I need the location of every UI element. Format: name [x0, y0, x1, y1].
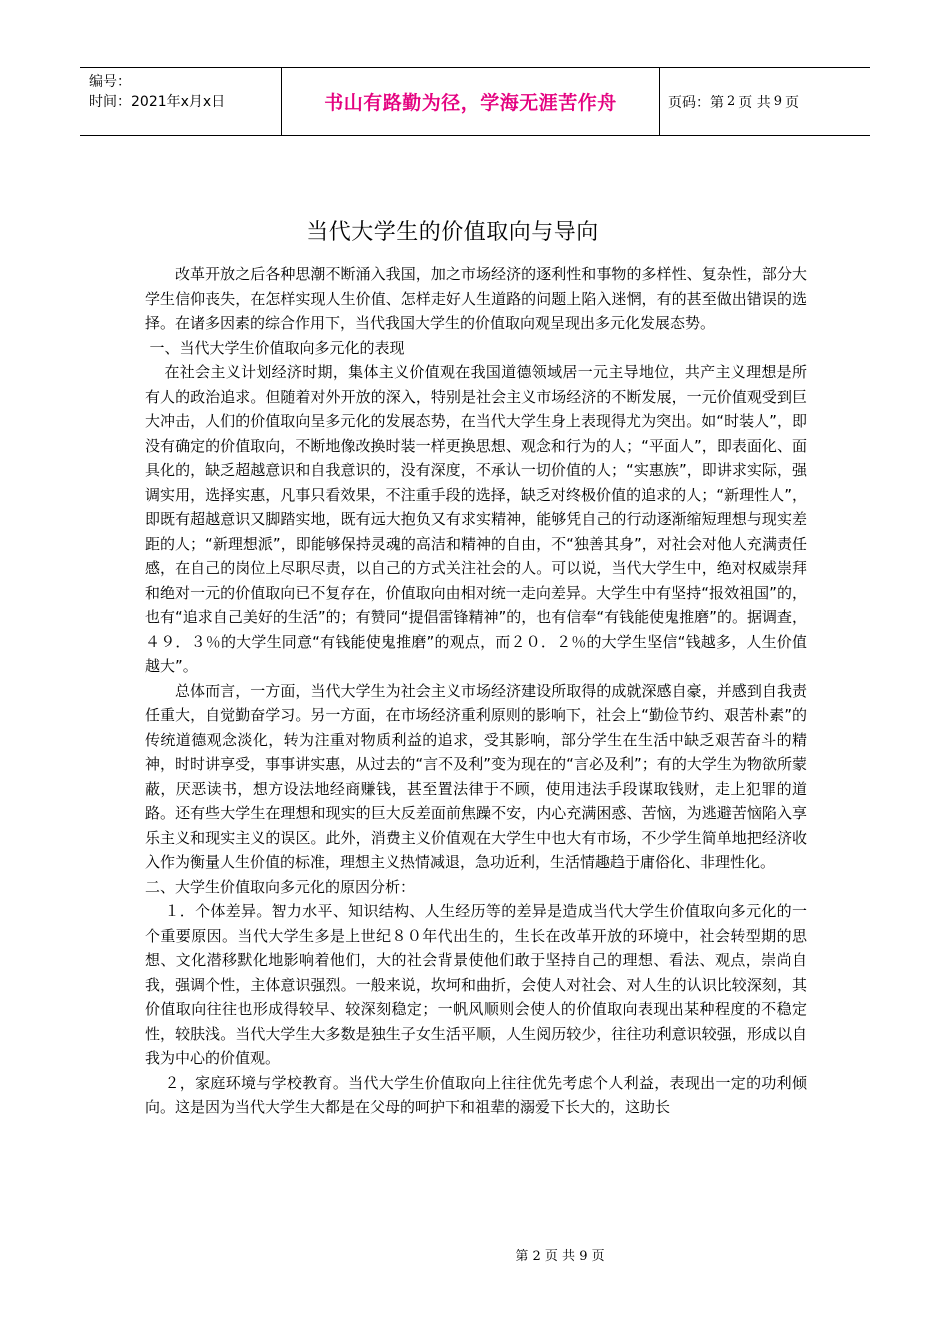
page-prefix: 页码：第: [668, 94, 724, 111]
page-middle: 页 共: [738, 94, 771, 111]
document-body: [145, 262, 807, 1120]
motto-text: 书山有路勤为径，学海无涯苦作舟: [324, 92, 617, 114]
page-total: 9: [773, 94, 783, 109]
page-footer: 第 2 页 共 9 页: [515, 1249, 605, 1264]
date-label: 时间：2021年x月x日: [89, 94, 226, 110]
paragraph-body: 在社会主义计划经济时期，集体主义价值观在我国道德领域居一元主导地位，共产主义理想是所有人的政治追求。但随着对外开放的深入，特别是社会主义市场经济的不断发展，一元价值观受到巨大冲击，人们的价值取向呈多元化的发展态势，在当代大学生身上表现得尤为突出。如“时装人”，即没有确定的价值取向，不断地像改换时装一样更换思想、观念和行为的人；“平面人”，即表面化、面具化的，缺乏超越意识和自我意识的，没有深度，不承认一切价值的人；“实惠族”，即讲求实际，强调实用，选择实惠，凡事只看效果，不注重手段的选择，缺乏对终极价值的追求的人；“新理性人”，即既有超越意识又脚踏实地，既有远大抱负又有求实精神，能够凭自己的行动逐渐缩短理想与现实差距的人；“新理想派”，即能够保持灵魂的高洁和精神的自由，不“独善其身”，对社会对他人充满责任感，在自己的岗位上尽职尽责，以自己的方式关注社会的人。可以说，当代大学生中，绝对权威崇拜和绝对一元的价值取向已不复存在，价值取向由相对统一走向差异。大学生中有坚持“报效祖国”的，也有“追求自己美好的生活”的；有赞同“提倡雷锋精神”的，也有信奉“有钱能使鬼推磨”的。据调查，４９．３％的大学生同意“有钱能使鬼推磨”的观点，而２０．２％的大学生坚信“钱越多，人生价值越大”。: [145, 363, 807, 675]
section-heading-1: 一、当代大学生价值取向多元化的表现: [149, 338, 405, 357]
paragraph-body: １．个体差异。智力水平、知识结构、人生经历等的差异是造成当代大学生价值取向多元化的一个重要原因。当代大学生多是上世纪８０年代出生的，生长在改革开放的环境中，社会转型期的思想、文化潜移默化地影响着他们，大的社会背景使他们敢于坚持自己的理想、看法、观点，崇尚自我，强调个性，主体意识强烈。一般来说，坎坷和曲折，会使人对社会、对人生的认识比较深刻，其价值取向往往也形成得较早、较深刻稳定；一帆风顺则会使人的价值取向表现出某种程度的不稳定性，较肤浅。当代大学生大多数是独生子女生活平顺，人生阅历较少，往往功利意识较强，形成以自我为中心的价值观。: [145, 902, 807, 1067]
paragraph-body: 总体而言，一方面，当代大学生为社会主义市场经济建设所取得的成就深感自豪，并感到自我责任重大，自觉勤奋学习。另一方面，在市场经济重利原则的影响下，社会上“勤俭节约、艰苦朴素”的传统道德观念淡化，转为注重对物质利益的追求，受其影响，部分学生在生活中缺乏艰苦奋斗的精神，时时讲享受，事事讲实惠，从过去的“言不及利”变为现在的“言必及利”；有的大学生为物欲所蒙蔽，厌恶读书，想方设法地经商赚钱，甚至置法律于不顾，使用违法手段谋取钱财，走上犯罪的道路。还有些大学生在理想和现实的巨大反差面前焦躁不安，内心充满困惑、苦恼，为逃避苦恼陷入享乐主义和现实主义的误区。此外，消费主义价值观在大学生中也大有市场，不少学生简单地把经济收入作为衡量人生价值的标准，理想主义热情减退，急功近利，生活情趣趋于庸俗化、非理性化。: [145, 681, 807, 871]
document-title: 当代大学生的价值取向与导向: [306, 220, 599, 245]
header-meta: [80, 68, 281, 135]
doc-number-label: 编号：: [89, 74, 131, 90]
page-current: 2: [727, 94, 736, 109]
paragraph-intro: 改革开放之后各种思潮不断涌入我国，加之市场经济的逐利性和事物的多样性、复杂性，部分大学生信仰丧失，在怎样实现人生价值、怎样走好人生道路的问题上陷入迷惘，有的甚至做出错误的选择。在诸多因素的综合作用下，当代我国大学生的价值取向观呈现出多元化发展态势。: [145, 265, 807, 332]
header-motto-cell: [281, 68, 660, 135]
header-page-info: [660, 68, 870, 135]
paragraph-body: ２，家庭环境与学校教育。当代大学生价值取向上往往优先考虑个人利益，表现出一定的功利倾向。这是因为当代大学生大都是在父母的呵护下和祖辈的溺爱下长大的，这助长: [145, 1073, 807, 1116]
page-suffix: 页: [785, 94, 800, 111]
page-header: [80, 67, 870, 136]
section-heading-2: 二、大学生价值取向多元化的原因分析：: [145, 877, 416, 896]
